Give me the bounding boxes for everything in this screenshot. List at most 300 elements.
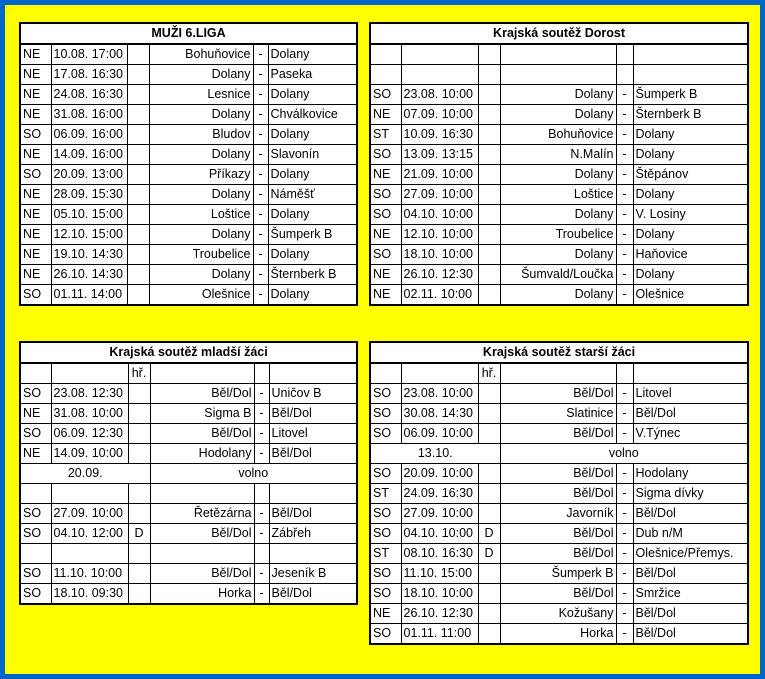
cell-home: Běl/Dol: [150, 384, 254, 404]
table-row: [20, 524, 357, 544]
cell-flag: [127, 105, 149, 125]
cell-day: NE: [370, 604, 401, 624]
cell-dt: 23.08. 12:30: [51, 384, 128, 404]
cell-away: Dolany: [633, 125, 748, 145]
cell-day: [20, 484, 51, 504]
cell-dt: 01.11. 11:00: [401, 624, 478, 645]
cell-home: Javorník: [500, 504, 616, 524]
cell-dt: 27.09. 10:00: [401, 504, 478, 524]
cell-dt: 12.10. 10:00: [401, 225, 478, 245]
cell-dash: -: [616, 125, 633, 145]
cell-dt: 30.08. 14:30: [401, 404, 478, 424]
cell-flag: [127, 165, 149, 185]
cell-dash: [254, 484, 269, 504]
cell-dash: -: [254, 564, 269, 584]
cell-away: V. Losiny: [633, 205, 748, 225]
cell-flag: [127, 245, 149, 265]
cell-dash: -: [254, 584, 269, 605]
cell-dash: -: [616, 544, 633, 564]
cell-dt: 04.10. 10:00: [401, 524, 478, 544]
cell-home: [500, 44, 616, 65]
cell-dt: 27.09. 10:00: [401, 185, 478, 205]
cell-dt: 31.08. 10:00: [51, 404, 128, 424]
cell-home: Dolany: [500, 245, 616, 265]
cell-dt: 14.09. 16:00: [51, 145, 127, 165]
cell-home: Dolany: [500, 205, 616, 225]
table-row: [370, 44, 748, 65]
cell-home: [150, 363, 254, 384]
cell-dash: -: [253, 65, 268, 85]
cell-dt: 10.08. 17:00: [51, 44, 127, 65]
cell-dash: -: [616, 524, 633, 544]
table-row: [370, 504, 748, 524]
cell-day: SO: [370, 404, 401, 424]
cell-home: Šumperk B: [500, 564, 616, 584]
cell-flag: [478, 624, 500, 645]
cell-dt: 28.09. 15:30: [51, 185, 127, 205]
cell-dash: -: [254, 504, 269, 524]
cell-home: [150, 544, 254, 564]
cell-dash: -: [616, 285, 633, 306]
cell-away: Olešnice: [633, 285, 748, 306]
cell-dt: 06.09. 16:00: [51, 125, 127, 145]
table-row: [20, 564, 357, 584]
cell-day: NE: [20, 205, 51, 225]
cell-dt: 05.10. 15:00: [51, 205, 127, 225]
cell-away: [269, 363, 357, 384]
cell-dt: 31.08. 16:00: [51, 105, 127, 125]
cell-day: NE: [20, 185, 51, 205]
cell-day: ST: [370, 544, 401, 564]
cell-flag: D: [128, 524, 150, 544]
cell-home: Dolany: [149, 225, 253, 245]
cell-dt: 14.09. 10:00: [51, 444, 128, 464]
cell-home: Běl/Dol: [500, 384, 616, 404]
cell-away: [269, 544, 357, 564]
cell-dash: -: [254, 424, 269, 444]
cell-away: Litovel: [269, 424, 357, 444]
cell-day: SO: [370, 424, 401, 444]
cell-day: NE: [20, 245, 51, 265]
cell-home: Příkazy: [149, 165, 253, 185]
cell-day: SO: [20, 504, 51, 524]
table-row: [20, 205, 357, 225]
table-row: [20, 363, 357, 384]
cell-dt: 20.09. 10:00: [401, 464, 478, 484]
cell-flag: [478, 145, 500, 165]
cell-home: Bohuňovice: [500, 125, 616, 145]
cell-dash: -: [616, 404, 633, 424]
cell-home: Běl/Dol: [500, 524, 616, 544]
table-row: [370, 363, 748, 384]
cell-dt: [401, 44, 478, 65]
cell-away: Dolany: [268, 85, 357, 105]
cell-flag: [128, 584, 150, 605]
cell-flag: [478, 285, 500, 306]
cell-flag: D: [478, 544, 500, 564]
table-row: [370, 464, 748, 484]
cell-home: [500, 65, 616, 85]
cell-dash: -: [616, 604, 633, 624]
cell-flag: [478, 125, 500, 145]
cell-away: Dolany: [268, 285, 357, 306]
cell-flag: [127, 65, 149, 85]
cell-day: ST: [370, 125, 401, 145]
cell-dt: [51, 484, 128, 504]
cell-away: Dolany: [633, 265, 748, 285]
cell-day: SO: [20, 524, 51, 544]
cell-dash: -: [616, 624, 633, 645]
cell-flag: [478, 464, 500, 484]
cell-dt: 02.11. 10:00: [401, 285, 478, 306]
cell-flag: hř.: [478, 363, 500, 384]
cell-flag: [478, 584, 500, 604]
cell-flag: [478, 65, 500, 85]
cell-day: SO: [20, 384, 51, 404]
cell-flag: [127, 265, 149, 285]
cell-away: Běl/Dol: [269, 404, 357, 424]
table-title: Krajská soutěž starší žáci: [370, 342, 748, 363]
cell-home: Běl/Dol: [150, 564, 254, 584]
cell-flag: [127, 205, 149, 225]
cell-dash: -: [616, 265, 633, 285]
cell-dash: -: [254, 384, 269, 404]
table-row: [20, 584, 357, 605]
table-row: [20, 444, 357, 464]
cell-day: SO: [370, 85, 401, 105]
table-row: [370, 404, 748, 424]
cell-flag: [478, 245, 500, 265]
cell-away: Olešnice/Přemys.: [633, 544, 748, 564]
cell-dt: 17.08. 16:30: [51, 65, 127, 85]
cell-day: NE: [370, 165, 401, 185]
cell-flag: [478, 484, 500, 504]
cell-day: NE: [20, 85, 51, 105]
cell-dash: -: [616, 85, 633, 105]
cell-dash: -: [254, 404, 269, 424]
cell-day: [20, 544, 51, 564]
cell-dash: -: [616, 564, 633, 584]
bye-note: volno: [150, 464, 357, 484]
cell-home: [150, 484, 254, 504]
cell-home: Kožušany: [500, 604, 616, 624]
cell-dt: 06.09. 10:00: [401, 424, 478, 444]
cell-home: Horka: [150, 584, 254, 605]
cell-day: SO: [370, 185, 401, 205]
cell-day: NE: [20, 225, 51, 245]
cell-dash: [254, 363, 269, 384]
cell-dash: -: [253, 165, 268, 185]
cell-dt: 04.10. 12:00: [51, 524, 128, 544]
cell-flag: [128, 504, 150, 524]
table-row: [20, 245, 357, 265]
cell-away: Jeseník B: [269, 564, 357, 584]
cell-home: Dolany: [149, 265, 253, 285]
cell-dt: 18.10. 10:00: [401, 584, 478, 604]
cell-flag: [478, 225, 500, 245]
cell-home: Běl/Dol: [500, 584, 616, 604]
cell-away: Běl/Dol: [269, 504, 357, 524]
cell-dt: 13.09. 13:15: [401, 145, 478, 165]
cell-day: NE: [20, 105, 51, 125]
cell-day: NE: [20, 404, 51, 424]
cell-dash: -: [616, 464, 633, 484]
bye-date: 13.10.: [370, 444, 500, 464]
cell-dt: [401, 363, 478, 384]
cell-home: Dolany: [500, 85, 616, 105]
cell-dt: 24.09. 16:30: [401, 484, 478, 504]
cell-dt: 27.09. 10:00: [51, 504, 128, 524]
cell-flag: [128, 424, 150, 444]
cell-flag: [128, 384, 150, 404]
cell-away: Hodolany: [633, 464, 748, 484]
cell-home: Horka: [500, 624, 616, 645]
cell-dash: -: [253, 205, 268, 225]
cell-day: SO: [370, 584, 401, 604]
cell-day: SO: [370, 564, 401, 584]
cell-dash: -: [616, 205, 633, 225]
cell-away: Zábřeh: [269, 524, 357, 544]
table-row: [370, 205, 748, 225]
table-row: [20, 225, 357, 245]
cell-flag: [127, 125, 149, 145]
cell-dash: [616, 363, 633, 384]
table-row: [370, 185, 748, 205]
table-row: [20, 504, 357, 524]
cell-day: NE: [20, 44, 51, 65]
table-row: [370, 125, 748, 145]
yellow-background: [5, 5, 760, 674]
table-row: [370, 225, 748, 245]
table-row: [370, 444, 748, 464]
cell-home: Běl/Dol: [500, 424, 616, 444]
cell-dt: [51, 544, 128, 564]
cell-dt: 26.10. 12:30: [401, 265, 478, 285]
cell-dash: -: [616, 185, 633, 205]
schedule-muzi: [19, 22, 358, 306]
table-row: [20, 464, 357, 484]
cell-dash: -: [253, 265, 268, 285]
cell-dt: 26.10. 14:30: [51, 265, 127, 285]
cell-day: [370, 363, 401, 384]
cell-day: NE: [370, 285, 401, 306]
cell-home: Běl/Dol: [500, 544, 616, 564]
cell-day: SO: [370, 624, 401, 645]
table-row: [20, 105, 357, 125]
cell-home: Loštice: [500, 185, 616, 205]
cell-day: SO: [370, 504, 401, 524]
cell-flag: D: [478, 524, 500, 544]
cell-home: Dolany: [149, 145, 253, 165]
cell-day: NE: [20, 265, 51, 285]
bye-note: volno: [500, 444, 748, 464]
cell-day: ST: [370, 484, 401, 504]
cell-dash: -: [253, 145, 268, 165]
schedule-starsi-zaci: [369, 341, 749, 645]
cell-flag: [478, 44, 500, 65]
cell-dash: -: [253, 285, 268, 306]
cell-day: SO: [370, 524, 401, 544]
cell-flag: [127, 85, 149, 105]
cell-away: Náměšť: [268, 185, 357, 205]
table-row: [370, 384, 748, 404]
cell-flag: [127, 44, 149, 65]
bye-date: 20.09.: [20, 464, 150, 484]
cell-dash: -: [616, 484, 633, 504]
cell-dash: -: [616, 245, 633, 265]
cell-home: Běl/Dol: [500, 484, 616, 504]
cell-away: V.Týnec: [633, 424, 748, 444]
cell-day: SO: [20, 424, 51, 444]
cell-dash: -: [616, 225, 633, 245]
cell-dash: -: [253, 125, 268, 145]
cell-flag: [478, 424, 500, 444]
cell-away: Běl/Dol: [633, 504, 748, 524]
cell-home: Loštice: [149, 205, 253, 225]
cell-dt: 06.09. 12:30: [51, 424, 128, 444]
cell-away: Dolany: [633, 145, 748, 165]
cell-flag: [478, 265, 500, 285]
cell-day: SO: [370, 384, 401, 404]
cell-flag: [478, 105, 500, 125]
cell-home: Olešnice: [149, 285, 253, 306]
cell-away: Dolany: [268, 44, 357, 65]
table-row: [370, 265, 748, 285]
cell-dash: -: [616, 424, 633, 444]
cell-dt: 20.09. 13:00: [51, 165, 127, 185]
cell-home: Bohuňovice: [149, 44, 253, 65]
cell-day: NE: [20, 65, 51, 85]
table-row: [20, 125, 357, 145]
cell-flag: [128, 404, 150, 424]
table-row: [370, 604, 748, 624]
cell-day: NE: [20, 444, 51, 464]
cell-home: Hodolany: [150, 444, 254, 464]
cell-dash: -: [616, 584, 633, 604]
table-row: [370, 584, 748, 604]
cell-flag: [478, 165, 500, 185]
cell-flag: [478, 384, 500, 404]
cell-away: Litovel: [633, 384, 748, 404]
cell-dash: -: [253, 225, 268, 245]
table-row: [20, 145, 357, 165]
cell-away: Uničov B: [269, 384, 357, 404]
cell-day: [370, 44, 401, 65]
cell-away: Dolany: [268, 205, 357, 225]
cell-dash: [616, 44, 633, 65]
cell-home: Běl/Dol: [150, 424, 254, 444]
cell-home: [500, 363, 616, 384]
cell-flag: [127, 225, 149, 245]
cell-flag: hř.: [128, 363, 150, 384]
cell-dash: -: [616, 145, 633, 165]
cell-home: Běl/Dol: [150, 524, 254, 544]
table-row: [370, 564, 748, 584]
cell-day: NE: [370, 265, 401, 285]
table-row: [370, 105, 748, 125]
table-row: [20, 285, 357, 306]
cell-away: Dolany: [633, 225, 748, 245]
cell-away: Dolany: [268, 165, 357, 185]
cell-home: Dolany: [149, 185, 253, 205]
table-row: [370, 85, 748, 105]
cell-away: [633, 44, 748, 65]
cell-day: SO: [20, 584, 51, 605]
table-row: [370, 285, 748, 306]
cell-flag: [127, 145, 149, 165]
cell-dt: 07.09. 10:00: [401, 105, 478, 125]
table-row: [20, 265, 357, 285]
table-row: [20, 484, 357, 504]
cell-away: Dolany: [268, 245, 357, 265]
cell-away: Běl/Dol: [633, 564, 748, 584]
schedule-mladsi-zaci: [19, 341, 358, 605]
cell-away: Běl/Dol: [269, 444, 357, 464]
cell-home: Řetězárna: [150, 504, 254, 524]
cell-dash: -: [616, 105, 633, 125]
cell-flag: [478, 404, 500, 424]
cell-away: Běl/Dol: [633, 604, 748, 624]
cell-dt: 18.10. 09:30: [51, 584, 128, 605]
cell-flag: [128, 444, 150, 464]
table-row: [370, 65, 748, 85]
table-row: [20, 424, 357, 444]
schedule-dorost: [369, 22, 749, 306]
cell-dash: -: [616, 165, 633, 185]
cell-day: NE: [20, 145, 51, 165]
table-row: [20, 65, 357, 85]
cell-day: SO: [20, 125, 51, 145]
cell-dt: [401, 65, 478, 85]
cell-dt: 08.10. 16:30: [401, 544, 478, 564]
cell-dt: 01.11. 14:00: [51, 285, 127, 306]
cell-dt: 11.10. 10:00: [51, 564, 128, 584]
cell-flag: [127, 285, 149, 306]
cell-day: SO: [20, 165, 51, 185]
cell-away: Smržice: [633, 584, 748, 604]
cell-day: [370, 65, 401, 85]
table-title: MUŽI 6.LIGA: [20, 23, 357, 44]
cell-dt: 26.10. 12:30: [401, 604, 478, 624]
cell-home: Troubelice: [149, 245, 253, 265]
cell-away: Paseka: [268, 65, 357, 85]
cell-dt: 11.10. 15:00: [401, 564, 478, 584]
cell-flag: [478, 205, 500, 225]
table-row: [370, 165, 748, 185]
cell-flag: [127, 185, 149, 205]
table-row: [370, 484, 748, 504]
table-row: [20, 544, 357, 564]
cell-dt: 23.08. 10:00: [401, 85, 478, 105]
cell-away: [633, 363, 748, 384]
cell-away: Dub n/M: [633, 524, 748, 544]
cell-home: N.Malín: [500, 145, 616, 165]
table-row: [370, 544, 748, 564]
cell-flag: [128, 564, 150, 584]
cell-dt: 19.10. 14:30: [51, 245, 127, 265]
cell-day: SO: [370, 464, 401, 484]
cell-home: Troubelice: [500, 225, 616, 245]
cell-home: Slatinice: [500, 404, 616, 424]
cell-home: Sigma B: [150, 404, 254, 424]
table-row: [370, 524, 748, 544]
cell-dash: -: [253, 105, 268, 125]
cell-day: SO: [370, 145, 401, 165]
table-title: Krajská soutěž Dorost: [370, 23, 748, 44]
cell-away: [633, 65, 748, 85]
cell-dt: 12.10. 15:00: [51, 225, 127, 245]
cell-day: SO: [370, 245, 401, 265]
